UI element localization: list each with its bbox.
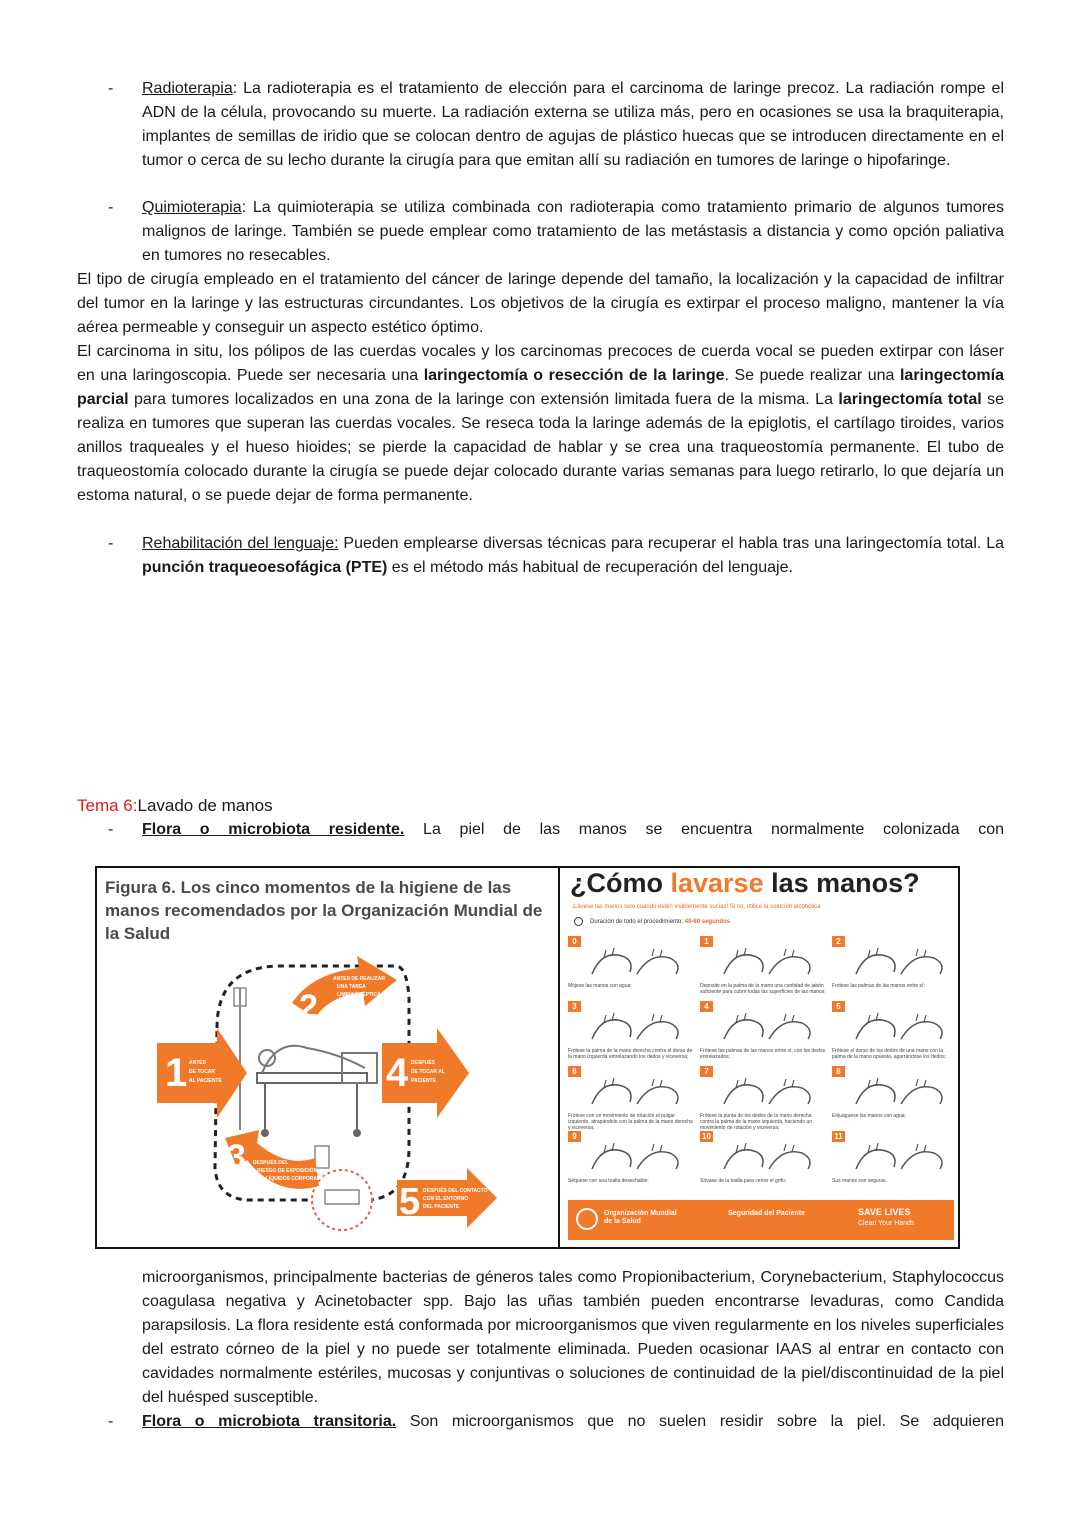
handwash-subtitle: ¡Lávese las manos solo cuando estén visiblemente sucias! Si no, utilice la solución alcohólica (572, 904, 821, 910)
handwash-step (832, 1001, 958, 1065)
moment-number: 2 (299, 988, 318, 1026)
step-number: 9 (568, 1131, 581, 1142)
flora-residente-text: microorganismos, principalmente bacterias de géneros tales como Propionibacterium, Corynebacterium, Staphylococcus coagulasa negativa y Acinetobacter spp. Bajo las uñas también pueden encontrarse levaduras, como Candida parapsilosis. La flora residente está conformada por microorganismos que viven regularmente en los niveles superficiales del estrato córneo de la piel y no puede ser totalmente eliminada. Pueden ocasionar IAAS al entrar en contacto con cavidades normalmente estériles, mucosas y conjuntivas o soluciones de continuidad de la piel/discontinuidad de la piel del huésped susceptible. (142, 1269, 1004, 1406)
handwash-step (832, 936, 958, 1000)
title-part: ¿Cómo (570, 868, 671, 898)
step-number: 3 (568, 1001, 581, 1012)
moment-label: PACIENTE (411, 1078, 436, 1084)
step-number: 2 (832, 936, 845, 947)
step-caption: Frótese las palmas de las manos entre sí, con los dedos entrelazados; (700, 1048, 826, 1060)
handwash-step (568, 1066, 694, 1130)
save-lives-label: SAVE LIVES (858, 1207, 911, 1217)
step-caption: Enjuáguese las manos con agua; (832, 1113, 906, 1119)
text-span: Pueden emplearse diversas técnicas para recuperar el habla tras una laringectomía total. La (338, 535, 1004, 552)
moment-label: AL PACIENTE (189, 1078, 222, 1084)
bullet-dash: - (108, 535, 114, 552)
duration-label: Duración de todo el procedimiento: (590, 919, 684, 925)
duration-value: 40-60 segundos (684, 919, 731, 925)
handwash-title (570, 868, 920, 899)
laringectomia-term: laringectomía o resección de la laringe (423, 367, 725, 384)
hands-icon (846, 1141, 956, 1175)
step-caption: Sus manos son seguras. (832, 1178, 888, 1184)
step-number: 10 (700, 1131, 713, 1142)
moment-label: DESPUÉS DEL (253, 1160, 289, 1166)
handwash-step (832, 1131, 958, 1195)
bullet-dash: - (108, 199, 114, 216)
quimioterapia-paragraph (142, 196, 1004, 268)
step-caption: Frótese el dorso de los dedos de una mano con la palma de la mano opuesta, agarrándose los dedos; (832, 1048, 946, 1060)
hands-icon (582, 1011, 692, 1045)
moment-label: UNA TAREA (337, 984, 366, 990)
handwash-step (700, 1001, 826, 1065)
five-moments-diagram (97, 868, 558, 1249)
bullet-dash: - (108, 1413, 114, 1430)
moment-number: 4 (386, 1051, 409, 1095)
surgery-paragraph-1: El tipo de cirugía empleado en el tratamiento del cáncer de laringe depende del tamaño, la localización y la capacidad de infiltrar del tumor en la laringe y las estructuras circundantes. Los objetivos de la cirugía es extirpar el proceso maligno, mantener la vía aérea permeable y conseguir un aspecto estético óptimo. (77, 271, 1004, 336)
moment-number: 5 (399, 1181, 421, 1223)
moment-label: DESPUÉS DEL CONTACTO (423, 1188, 488, 1194)
radioterapia-paragraph (142, 77, 1004, 173)
clock-icon (574, 917, 583, 926)
step-caption: Frótese con un movimiento de rotación el pulgar izquierdo, atrapándolo con la palma de la mano derecha y viceversa; (568, 1113, 693, 1131)
flora-transitoria-paragraph (142, 1410, 1004, 1434)
quimioterapia-label: Quimioterapia (142, 199, 242, 216)
flora-residente-intro (142, 818, 1004, 842)
hands-icon (714, 1141, 824, 1175)
moment-3-arrow (225, 1130, 327, 1189)
who-logo-icon (576, 1208, 598, 1230)
moment-5-arrow (397, 1168, 497, 1228)
hands-icon (582, 1141, 692, 1175)
moment-label: A LÍQUIDOS CORPORALES (261, 1176, 327, 1182)
moment-1-arrow (157, 1028, 247, 1118)
step-caption: Frótese las palmas de las manos entre sí; (832, 983, 925, 989)
handwash-duration (590, 919, 730, 925)
figure-hand-hygiene (95, 866, 960, 1249)
moment-label: CON EL ENTORNO (423, 1196, 469, 1202)
step-number: 11 (832, 1131, 845, 1142)
moment-label: ANTES DE REALIZAR (333, 976, 385, 982)
tema-number: Tema 6: (77, 796, 138, 815)
step-caption: Séquese con una toalla desechable; (568, 1178, 649, 1184)
radioterapia-text: : La radioterapia es el tratamiento de elección para el carcinoma de laringe precoz. La radiación rompe el ADN de la célula, provocando su muerte. La radiación externa se utiliza más, pero en ocasiones se usa la braquiterapia, implantes de semillas de iridio que se colocan dentro de agujas de plástico huecas que se introducen directamente en el tumor o cerca de su lecho durante la cirugía para que emitan allí su radiación en tumores de laringe o hipofaringe. (142, 80, 1004, 169)
handwash-step (700, 1066, 826, 1130)
handwash-steps-panel (560, 868, 958, 1247)
flora-transitoria-label: Flora o microbiota transitoria. (142, 1413, 397, 1430)
step-caption: Frótese la palma de la mano derecha contra el dorso de la mano izquierda entrelazando los dedos y viceversa; (568, 1048, 693, 1060)
rehabilitacion-paragraph (142, 532, 1004, 580)
pte-term: punción traqueoesofágica (PTE) (142, 559, 388, 576)
handwash-step (568, 1131, 694, 1195)
quimioterapia-text: : La quimioterapia se utiliza combinada con radioterapia como tratamiento primario de algunos tumores malignos de laringe. También se puede emplear como tratamiento de las metástasis a distancia y como opción paliativa en tumores no resecables. (142, 199, 1004, 264)
bullet-dash: - (108, 80, 114, 97)
step-number: 4 (700, 1001, 713, 1012)
title-part: lavarse (670, 868, 764, 898)
rehabilitacion-label: Rehabilitación del lenguaje: (142, 535, 339, 552)
step-caption: Deposite en la palma de la mano una cantidad de jabón suficiente para cubrir todas las superficies de las manos; (700, 983, 826, 995)
text-span: La piel de las manos se encuentra normalmente colonizada con (404, 821, 1004, 838)
hands-icon (714, 946, 824, 980)
text-span: Son microorganismos que no suelen residir sobre la piel. Se adquieren (396, 1413, 1005, 1430)
title-part: las manos? (763, 868, 920, 898)
moment-label: DESPUÉS (411, 1060, 435, 1066)
hands-icon (846, 1011, 956, 1045)
laringectomia-total-term: laringectomía total (838, 391, 982, 408)
hands-icon (714, 1011, 824, 1045)
moment-label: DE TOCAR AL (411, 1069, 445, 1075)
step-number: 6 (568, 1066, 581, 1077)
moment-4-arrow (382, 1028, 469, 1118)
step-number: 7 (700, 1066, 713, 1077)
handwash-step (700, 1131, 826, 1195)
section-heading (77, 794, 677, 818)
moment-label: DEL PACIENTE (423, 1204, 460, 1210)
moment-number: 1 (165, 1051, 188, 1095)
text-span: . Se puede realizar una (724, 367, 900, 384)
five-moments-panel (97, 868, 558, 1247)
hands-icon (582, 946, 692, 980)
flora-residente-label: Flora o microbiota residente. (142, 821, 405, 838)
laringectomia-parcial-term: laringectomía parcial (77, 367, 1004, 408)
step-number: 5 (832, 1001, 845, 1012)
step-caption: Sírvase de la toalla para cerrar el grifo; (700, 1178, 787, 1184)
moment-label: DE TOCAR (189, 1069, 216, 1075)
fluid-bag-icon (315, 1146, 329, 1168)
handwash-step (568, 936, 694, 1000)
moment-label: LIMPIA/ASÉPTICA (337, 992, 381, 998)
tema-title: Lavado de manos (137, 796, 273, 815)
who-org-name: Organización Mundial de la Salud (604, 1210, 677, 1225)
handwash-step (568, 1001, 694, 1065)
text-span: El carcinoma in situ, los pólipos de las cuerdas vocales y los carcinomas precoces de cuerda vocal se pueden extirpar con láser en una laringoscopia. Puede ser necesaria una (77, 343, 1004, 384)
step-number: 0 (568, 936, 581, 947)
hands-icon (714, 1076, 824, 1110)
radioterapia-label: Radioterapia (142, 80, 233, 97)
text-span: para tumores localizados en una zona de la laringe con extensión limitada fuera de la misma. La (128, 391, 839, 408)
hands-icon (582, 1076, 692, 1110)
handwash-step (700, 936, 826, 1000)
step-caption: Mójese las manos con agua; (568, 983, 632, 989)
moment-label: ANTES (189, 1060, 206, 1066)
text-span: se realiza en tumores que superan las cuerdas vocales. Se reseca toda la laringe además de la epiglotis, el cartílago tiroides, varios anillos traqueales y el hueso hioides; se pierde la capacidad de hablar y se crea una traqueostomía permanente. El tubo de traqueostomía colocado durante la cirugía se puede dejar colocado durante varias semanas para luego retirarlo, lo que dejaría un estoma natural, o se puede dejar de forma permanente. (77, 391, 1005, 504)
hands-icon (846, 1076, 956, 1110)
who-footer (568, 1200, 954, 1240)
surgery-paragraph-2 (77, 340, 1004, 508)
clean-hands-label: Clean Your Hands (858, 1220, 915, 1227)
step-number: 8 (832, 1066, 845, 1077)
step-number: 1 (700, 936, 713, 947)
hands-icon (846, 946, 956, 980)
bullet-dash: - (108, 821, 114, 838)
moment-number: 3 (227, 1138, 246, 1176)
figure-6-title: Figura 6. Los cinco momentos de la higiene de las manos recomendados por la Organización Mundial de la Salud (105, 878, 543, 943)
text-span: es el método más habitual de recuperación del lenguaje. (387, 559, 793, 576)
moment-label: RIESGO DE EXPOSICIÓN (257, 1168, 318, 1174)
patient-safety-label: Seguridad del Paciente (728, 1210, 806, 1217)
step-caption: Frótese la punta de los dedos de la mano derecha contra la palma de la mano izquierda, haciendo un movimiento de rotación y viceversa; (700, 1113, 813, 1131)
handwash-step (832, 1066, 958, 1130)
